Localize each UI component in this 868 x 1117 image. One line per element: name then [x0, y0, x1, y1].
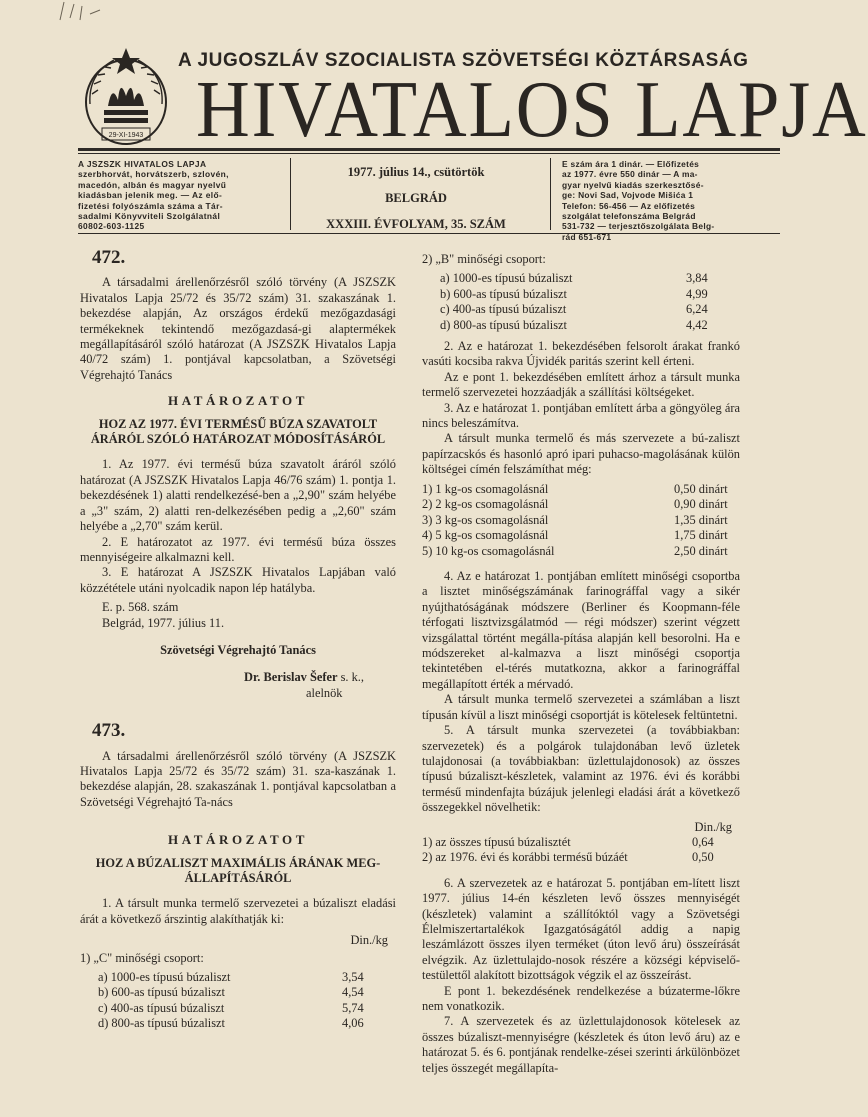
pack-value: 1,75 dinárt [674, 528, 728, 543]
pack-label: 4) 5 kg-os csomagolásnál [422, 528, 549, 543]
decision-473-point-1: 1. A társult munka termelő szervezetei a búzaliszt eladási árát a következő árszintig alakíthatják ki: [80, 896, 396, 926]
price-label: a) 1000-es típusú búzaliszt [98, 970, 231, 985]
decision-473-point-2-cont: Az e pont 1. bekezdésében említett árhoz a társult munka termelő szervezetei hozzáadják a szállítási költségeket. [422, 369, 740, 400]
pencil-mark-icon [56, 0, 126, 22]
emblem-date-label: 29-XI-1943 [108, 132, 144, 139]
pack-row [422, 544, 740, 559]
pack-label: 1) 1 kg-os csomagolásnál [422, 482, 549, 496]
issue-city: BELGRÁD [385, 191, 447, 205]
increase-label: 1) az összes típusú búzalisztét [422, 834, 571, 849]
masthead-rule-thin [78, 153, 780, 154]
pack-label: 5) 10 kg-os csomagolásnál [422, 543, 555, 558]
increase-row [422, 835, 740, 850]
decision-473-point-4: 4. Az e határozat 1. pontjában említett minőségi csoportba a lisztet minőségszámának farinográffal vagy a sikér nyújthatóságának módszere (Berliner és Koopmann-féle térfogati lisztvizsgálatmód — régi módszer) szerint végzett vizsgálattal történt megálla-pítása alapján kell besorolni. Ha e módszereket al-kalmazva a liszt minőségi csoportja tekintetében el-térés mutatkozna, akkor a farinográffal megállapított érték a mérvadó. [422, 569, 740, 691]
pack-value: 1,35 dinárt [674, 512, 728, 527]
info-line: Telefon: 56-456 — Az előfizetés [562, 200, 696, 211]
council-name: Szövetségi Végrehajtó Tanács [160, 642, 316, 657]
left-column [80, 247, 396, 1038]
pack-label: 2) 2 kg-os csomagolásnál [422, 497, 549, 512]
pack-row [422, 497, 740, 512]
publication-info [78, 159, 286, 232]
price-value: 4,54 [342, 985, 364, 1000]
price-row [440, 287, 740, 302]
info-line: fizetési folyószámla száma a Tár- [78, 200, 223, 211]
decision-473-subheading: HOZ A BÚZALISZT MAXIMÁLIS ÁRÁNAK MEG-ÁLLAPÍTÁSÁRÓL [95, 855, 381, 885]
price-label: c) 400-as típusú búzaliszt [98, 1000, 225, 1015]
info-line: gyar nyelvű kiadás szerkesztősé- [562, 179, 704, 190]
pack-value: 2,50 dinárt [674, 543, 728, 558]
price-row [98, 985, 396, 1000]
decision-473-point-4-cont: A társult munka termelő szervezetei a számlában a liszt típusán kívül a liszt minőségi csoportját is kötelesek feltüntetni. [422, 692, 740, 722]
decision-472-signature [80, 643, 396, 701]
price-info [562, 159, 780, 242]
decision-473-point-2: 2. Az e határozat 1. bekezdésében felsorolt árakat frankó vasúti kocsiba rakva Újvidék paritás szerint kell érteni. [422, 339, 740, 369]
price-label: c) 400-as típusú búzaliszt [440, 302, 567, 317]
pack-label: 3) 3 kg-os csomagolásnál [422, 512, 549, 527]
issue-info [296, 159, 536, 237]
price-label: d) 800-as típusú búzaliszt [440, 317, 567, 332]
increase-value: 0,50 [692, 850, 714, 865]
price-row [440, 318, 740, 333]
group-b-price-list [422, 271, 740, 333]
signer-line [244, 670, 396, 685]
price-label: a) 1000-es típusú búzaliszt [440, 271, 573, 286]
column-divider [290, 158, 291, 230]
info-line: 531-732 — terjesztőszolgálata Belg- [562, 221, 715, 232]
increase-label: 2) az 1976. évi és korábbi termésű búzáét [422, 850, 628, 865]
price-row [440, 302, 740, 317]
republic-title: A JUGOSZLÁV SZOCIALISTA SZÖVETSÉGI KÖZTÁRSASÁG [178, 50, 749, 71]
price-row [98, 1001, 396, 1016]
decision-472-number: 472. [92, 247, 126, 268]
info-line: ge: Novi Sad, Vojvode Mišića 1 [562, 190, 694, 201]
state-emblem-icon [78, 44, 174, 152]
group-c-label: 1) „C" minőségi csoport: [80, 950, 204, 965]
right-column [422, 250, 740, 478]
column-divider [550, 158, 551, 230]
price-label: b) 600-as típusú búzaliszt [98, 985, 225, 1000]
price-value: 6,24 [686, 302, 708, 317]
decision-472-place-date: Belgrád, 1977. július 11. [102, 615, 225, 630]
price-value: 3,84 [686, 271, 708, 286]
info-line: szerbhorvát, horvátszerb, szlovén, [78, 169, 229, 180]
price-value: 4,06 [342, 1016, 364, 1031]
price-value: 3,54 [342, 970, 364, 985]
decision-473-point-3-cont: A társult munka termelő és más szervezete a bú-zaliszt papírzacskós és hasonló apró ipari puhacso-magolásának külön költségei címén felszámíthat még: [422, 431, 740, 477]
decision-473-heading: HATÁROZATOT [167, 832, 308, 848]
gazette-title: HIVATALOS LAPJA [196, 66, 868, 154]
info-line: sadalmi Könyvviteli Szolgálatnál [78, 211, 221, 222]
pack-value: 0,50 dinárt [674, 482, 728, 496]
info-line: 60802-603-1125 [78, 221, 145, 232]
decision-472-subheading: HOZ AZ 1977. ÉVI TERMÉSŰ BÚZA SZAVATOLT ÁRÁRÓL SZÓLÓ HATÁROZAT MÓDOSÍTÁSÁRÓL [90, 416, 386, 447]
pack-row [422, 513, 740, 528]
price-row [440, 271, 740, 286]
info-line: E szám ára 1 dinár. — Előfizetés [562, 159, 700, 169]
info-line: az 1977. évre 550 dinár — A ma- [562, 169, 698, 180]
signer-title: alelnök [306, 685, 343, 700]
price-row [98, 970, 396, 985]
right-column-lower [422, 476, 740, 1076]
price-row [98, 1016, 396, 1031]
decision-472-point-3: 3. E határozat A JSZSZK Hivatalos Lapjában való közzététele utáni nyolcadik napon lép hatályba. [80, 565, 396, 595]
decision-473-point-6-cont: E pont 1. bekezdésének rendelkezése a búzaterme-lőkre nem vonatkozik. [422, 983, 740, 1013]
increase-row [422, 850, 740, 865]
packaging-cost-table [422, 482, 740, 559]
decision-472-heading: HATÁROZATOT [167, 393, 308, 409]
decision-473-point-3: 3. Az e határozat 1. pontjában említett árba a göngyöleg ára nincs beleszámítva. [422, 400, 740, 431]
info-line: A JSZSZK HIVATALOS LAPJA [78, 159, 207, 169]
decision-473-point-6: 6. A szervezetek az e határozat 5. pontjában em-lített liszt 1977. július 14-én készleten levő összes mennyiségét (készletek) valamint a szállítóktól vagy a Szövetségi Élelmiszertartalékok Igazgatóságától addig a napig leszámlázott összes ilyen terméket (úton levő áru) összeírását elvégzik. Az üzlettulajdo-nosok részére a községi képviselő-testülettől alakított bizottságok végzik el az összeírást. [422, 875, 740, 983]
price-value: 5,74 [342, 1000, 364, 1015]
masthead-rule [78, 148, 780, 151]
decision-472-preamble: A társadalmi árellenőrzésről szóló törvény (A JSZSZK Hivatalos Lapja 25/72 és 35/72 szám) 31. szakaszának 1. bekezdése alapján, Az országos érdekű mezőgazdasági termékeknek tekintendő mezőgazdasá-gi alaptermékek megállapításáról szóló határozat (A JSZSZK Hivatalos Lapja 40/72 szám) 1. pontjával kapcsolatban, a Szövetségi Végrehajtó Tanács [80, 275, 396, 382]
pack-row [422, 528, 740, 543]
info-line: rád 651-671 [562, 231, 612, 242]
info-line: macedón, albán és magyar nyelvű [78, 179, 227, 190]
pack-row [422, 482, 740, 497]
info-line: szolgálat telefonszáma Belgrád [562, 211, 696, 222]
decision-472-point-2: 2. E határozatot az 1977. évi termésű búza összes mennyiségeire alkalmazni kell. [80, 534, 396, 564]
increase-value: 0,64 [692, 834, 714, 849]
pack-value: 0,90 dinárt [674, 497, 728, 512]
price-label: d) 800-as típusú búzaliszt [98, 1016, 225, 1031]
issue-volume: XXXIII. ÉVFOLYAM, 35. SZÁM [326, 217, 506, 231]
decision-473-preamble: A társadalmi árellenőrzésről szóló törvény (A JSZSZK Hivatalos Lapja 25/72 és 35/72 szám) 31. sza-kaszának 1. bekezdése alapján, 28. szakaszának 1. pontjával kapcsolatban a Szövetségi Végrehajtó Ta-nács [80, 748, 396, 809]
decision-473-point-7: 7. A szervezetek és az üzlettulajdonosok kötelesek az összes búzaliszt-mennyiségre (készletek és úton levő áru) az e határozat 5. és 6. pontjának rendelke-zései szerinti árkülönbözet teljes összegét megállapíta- [422, 1014, 740, 1075]
price-value: 4,42 [686, 317, 708, 332]
masthead-bottom-rule [78, 233, 780, 234]
signer-name: Dr. Berislav Šefer [244, 670, 338, 685]
info-line: kiadásban jelenik meg. — Az elő- [78, 190, 223, 201]
group-c-price-list [80, 970, 396, 1032]
price-label: b) 600-as típusú búzaliszt [440, 286, 567, 301]
decision-472-reference: E. p. 568. szám [102, 600, 179, 615]
unit-header-5: Din./kg [694, 819, 732, 834]
decision-473-number: 473. [92, 720, 126, 742]
increase-table [422, 835, 740, 866]
decision-473-point-5: 5. A társult munka szervezetei (a továbbiakban: szervezetek) és a polgárok tulajdonában levő üzletek tulajdonosai (a továbbiakban: üzlettulajdonosok) az összes típusú búzaliszt-készletek, valamint az 1976. évi és korábbi termésű mindenfajta búzájuk jelenlegi eladási árát a következő összegekkel növelhetik: [422, 723, 740, 815]
issue-date: 1977. július 14., csütörtök [347, 165, 485, 179]
unit-header: Din./kg [350, 933, 388, 948]
decision-472-point-1: 1. Az 1977. évi termésű búza szavatolt áráról szóló határozat (A JSZSZK Hivatalos Lapja 46/76 szám) 1. pontja 1. bekezdésének 1) alatti rendelkezésé-ben a „2,90" szám helyébe a „3" szám, 2) alatti ren-delkezésében pedig a „2,60" szám helyébe a „2,70" szám kerül. [80, 457, 396, 534]
group-b-label: 2) „B" minőségi csoport: [422, 252, 546, 266]
signer-suffix: s. k., [340, 670, 365, 685]
price-value: 4,99 [686, 286, 708, 301]
